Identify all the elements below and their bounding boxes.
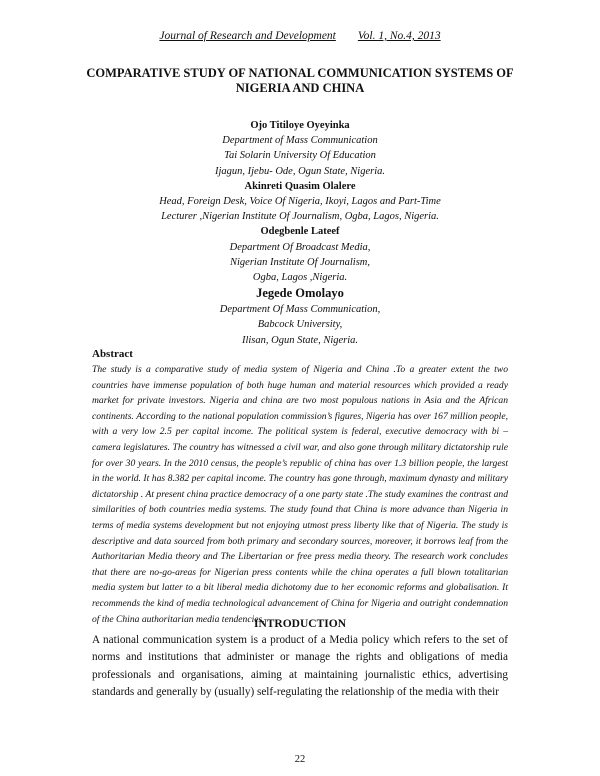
author-name: Jegede Omolayo xyxy=(256,286,344,301)
volume-info: Vol. 1, No.4, 2013 xyxy=(357,30,441,42)
abstract-heading: Abstract xyxy=(92,348,133,360)
author-name: Akinreti Quasim Olalere xyxy=(244,180,356,192)
introduction-text: A national communication system is a product of a Media policy which refers to the set of norms and institutions that administer or manage the rights and obligations of media professionals and organisations, aiming at maintaining journalistic ethics, advertising standards and generally by (usually) self-regulating the relationship of the media with their xyxy=(92,634,508,699)
author-affiliation-line: Tai Solarin University Of Education xyxy=(224,150,376,162)
abstract-text: The study is a comparative study of media system of Nigeria and China .To a greater extent the two countries have immense population of both huge human and material resources which provided a ready market for private investors. Nigeria and china are two most populous nations in Asia and the African continents. According to the national population commission’s figures, Nigeria has over 167 million people, with a very low 2.5 per capital income. The political system is federal, executive democracy with bi –camera legislatures. The country has witnessed a civil war, and also gone through military dictatorship rule for over 30 years. In the 2010 census, the people’s republic of china has over 1.3 billion people, the largest in the world. It has 8.382 per capital income. The country has gone through, maximum dynasty and military dictatorship . At present china practice democracy of a one party state .The study examines the contrast and similarities of both countries media systems. The study found that China is more advance than Nigeria in terms of media systems development but not enjoying utmost press liberty like that of Nigeria. The study is descriptive and data sourced from both primary and secondary sources, moreover, it borrows leaf from the Authoritarian Media theory and The Libertarian or free press media theory. The research work concludes that there are no-go-areas for Nigerian press contents while the china operates a full blown totalitarian media system but latter to a bit liberal media dichotomy due to her economic reforms and globalisation. It recommends the kind of media technological advancement of China for Nigeria and outright condemnation of the China authoritarian media tendencies. xyxy=(92,364,508,625)
author-affiliation-line: Department Of Broadcast Media, xyxy=(229,241,371,253)
page-number: 22 xyxy=(294,754,306,765)
author-affiliation-line: Lecturer ,Nigerian Institute Of Journalism, Ogba, Lagos, Nigeria. xyxy=(161,211,439,223)
paper-title: COMPARATIVE STUDY OF NATIONAL COMMUNICATION SYSTEMS OF NIGERIA AND CHINA xyxy=(86,66,514,95)
author-affiliation-line: Ogba, Lagos ,Nigeria. xyxy=(252,272,348,284)
author-affiliation-line: Department of Mass Communication xyxy=(222,135,378,147)
author-affiliation-line: Ijagun, Ijebu- Ode, Ogun State, Nigeria. xyxy=(214,165,385,177)
journal-name: Journal of Research and Development xyxy=(159,30,336,42)
author-affiliation-line: Department Of Mass Communication, xyxy=(219,304,381,316)
running-head xyxy=(0,30,600,42)
author-affiliation-line: Head, Foreign Desk, Voice Of Nigeria, Ikoyi, Lagos and Part-Time xyxy=(159,196,441,208)
author-affiliation-line: Ilisan, Ogun State, Nigeria. xyxy=(241,334,359,346)
author-name: Odegbenle Lateef xyxy=(260,226,340,238)
author-affiliation-line: Babcock University, xyxy=(257,319,343,331)
author-affiliation-line: Nigerian Institute Of Journalism, xyxy=(230,256,370,268)
author-block xyxy=(100,118,500,348)
author-name: Ojo Titiloye Oyeyinka xyxy=(250,120,350,131)
introduction-heading: INTRODUCTION xyxy=(253,618,346,630)
